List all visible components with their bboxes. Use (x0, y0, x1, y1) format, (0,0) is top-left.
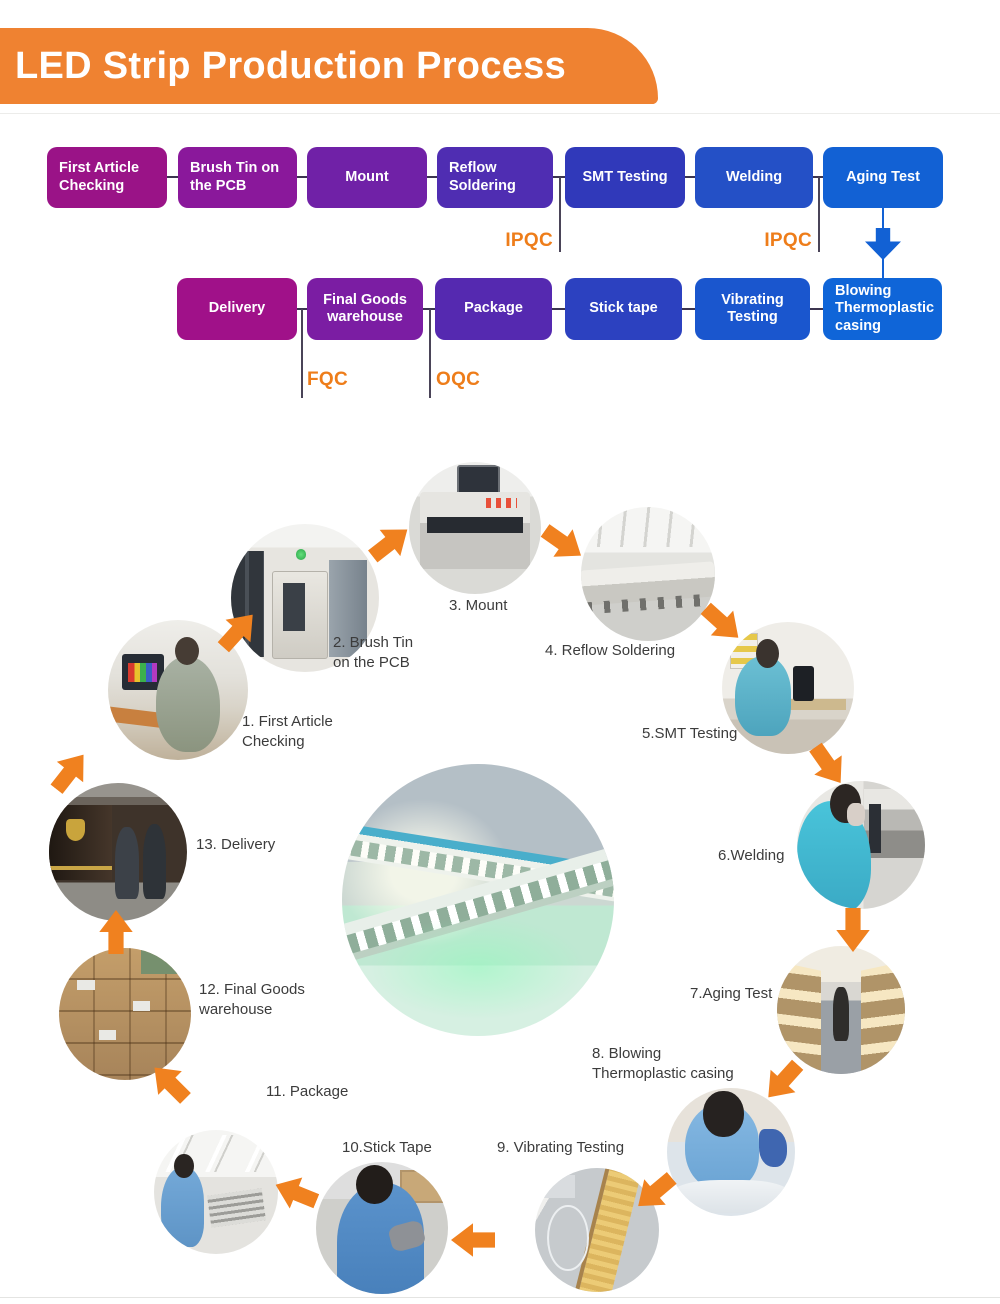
photo-welding (797, 781, 925, 909)
slot-shape (427, 517, 522, 533)
flow-drop-arrow-icon (865, 228, 901, 260)
step-label-3: 3. Mount (449, 597, 508, 614)
oqc-label: OQC (436, 369, 481, 390)
flow-box-welding: Welding (695, 147, 813, 208)
flow-box-stick-tape: Stick tape (565, 278, 682, 340)
flow-connector (682, 308, 695, 310)
person-shape (156, 656, 220, 751)
photo-blowing-thermoplastic (667, 1088, 795, 1216)
head-shape (703, 1091, 744, 1137)
ring-arrow-9-to-10-icon (451, 1221, 495, 1259)
ceiling-shape (581, 507, 715, 547)
flow-box-smt-testing: SMT Testing (565, 147, 685, 208)
sheet-shape (672, 1180, 790, 1213)
flow-connector (167, 176, 178, 178)
label-shape (99, 1030, 116, 1041)
ipqc-label-2: IPQC (764, 230, 812, 251)
photo-led-strip-center (342, 764, 614, 1036)
label-shape (133, 1001, 150, 1012)
photo-vibrating-testing (535, 1168, 659, 1292)
step-label-6: 6.Welding (718, 847, 785, 864)
step-label-1: 1. First Article Checking (242, 713, 333, 750)
flow-connector (810, 308, 823, 310)
table-shape (537, 1175, 574, 1197)
fqc-line (301, 309, 303, 398)
person-shape (833, 987, 848, 1041)
fqc-label: FQC (307, 369, 349, 390)
flow-box-mount: Mount (307, 147, 427, 208)
flow-connector (297, 176, 307, 178)
ipqc-line-2 (818, 177, 820, 252)
divider-line (0, 113, 1000, 114)
led-rack-shape (777, 962, 821, 1074)
histogram-shape (128, 663, 157, 681)
tester-shape (793, 666, 814, 702)
ipqc-line-1 (559, 177, 561, 252)
flow-box-final-goods-warehouse: Final Goods warehouse (307, 278, 423, 340)
led-rack-shape (861, 962, 905, 1074)
screen-shape (457, 465, 501, 495)
person-shape (735, 656, 790, 735)
head-shape (356, 1165, 393, 1205)
window-shape (141, 948, 191, 974)
mask-shape (847, 803, 865, 826)
trays-shape (207, 1188, 266, 1228)
photo-reflow-soldering (581, 507, 715, 641)
flow-connector (427, 176, 437, 178)
page-title-banner (0, 28, 658, 104)
flow-box-brush-tin: Brush Tin on the PCB (178, 147, 297, 208)
worker-shape (115, 827, 138, 899)
photo-aging-test (777, 946, 905, 1074)
flow-box-first-article-checking: First Article Checking (47, 147, 167, 208)
flow-box-delivery: Delivery (177, 278, 297, 340)
gold-stripe-shape (49, 866, 112, 870)
flow-box-aging-test: Aging Test (823, 147, 943, 208)
ceiling-shape (154, 1135, 278, 1172)
photo-smt-testing (722, 622, 854, 754)
lights-shape (486, 498, 518, 509)
flow-box-blowing-thermoplastic: Blowing Thermoplastic casing (823, 278, 942, 340)
arm-shape (869, 804, 882, 853)
ipqc-label-1: IPQC (505, 230, 553, 251)
step-label-8: 8. Blowing Thermoplastic casing (592, 1045, 734, 1082)
head-shape (175, 637, 199, 665)
step-label-4: 4. Reflow Soldering (545, 642, 676, 659)
label-shape (77, 980, 94, 991)
ups-shield-shape (66, 819, 85, 841)
head-shape (756, 639, 778, 668)
photo-stick-tape (316, 1162, 448, 1294)
flow-connector (685, 176, 695, 178)
step-label-9: 9. Vibrating Testing (497, 1139, 625, 1156)
step-label-10: 10.Stick Tape (342, 1139, 432, 1156)
step-label-13: 13. Delivery (196, 836, 276, 853)
flow-box-reflow-soldering: Reflow Soldering (437, 147, 553, 208)
head-shape (174, 1154, 194, 1179)
oqc-line (429, 309, 431, 398)
step-label-2: 2. Brush Tin on the PCB (333, 634, 414, 671)
arm-shape (759, 1129, 787, 1167)
glow-shape (369, 916, 587, 1019)
bottom-border-line (0, 1297, 1000, 1298)
flow-connector (552, 308, 565, 310)
photo-delivery (49, 783, 187, 921)
worker-shape (143, 824, 166, 899)
photo-mount (409, 462, 541, 594)
flow-box-package: Package (435, 278, 552, 340)
photo-final-goods-warehouse (59, 948, 191, 1080)
flow-box-vibrating-testing: Vibrating Testing (695, 278, 810, 340)
step-label-7: 7.Aging Test (690, 985, 773, 1002)
page-title: LED Strip Production Process (15, 44, 567, 87)
door-shape (283, 583, 305, 630)
step-label-12: 12. Final Goods warehouse (199, 981, 305, 1018)
step-label-11: 11. Package (266, 1083, 349, 1100)
person-shape (161, 1167, 203, 1246)
cable-shape (547, 1205, 588, 1271)
light-shape (296, 549, 306, 559)
photo-package (154, 1130, 278, 1254)
step-label-5: 5.SMT Testing (642, 725, 738, 742)
